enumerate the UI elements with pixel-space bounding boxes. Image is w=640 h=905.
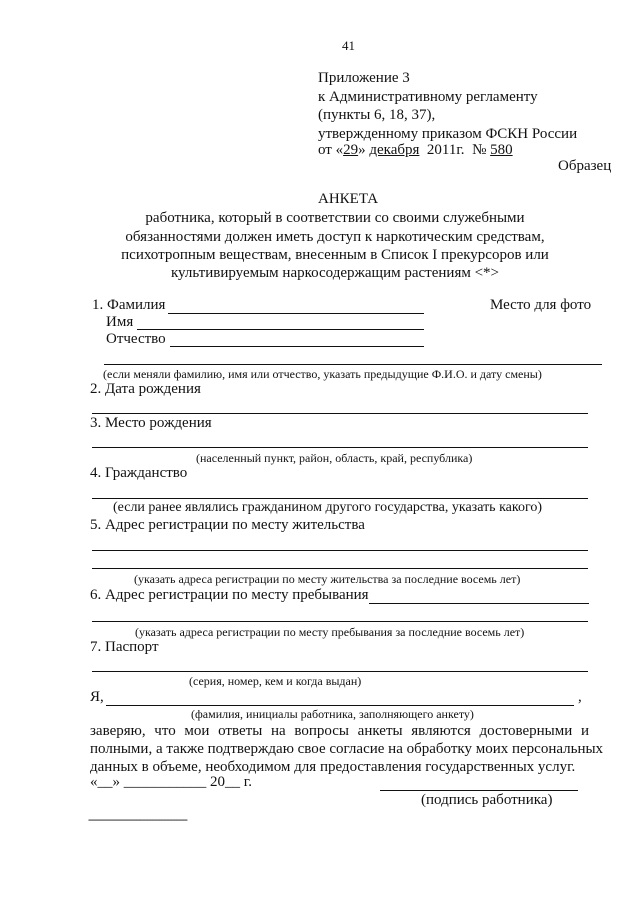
patronymic-field[interactable] (170, 346, 424, 347)
i-comma: , (578, 689, 582, 705)
date-year-blank: __ (225, 774, 240, 790)
birth-place-label: 3. Место рождения (90, 415, 212, 431)
footnote-rule: --------------------------------- (88, 812, 187, 826)
date-year-prefix: 20 (210, 774, 225, 790)
signature-label: (подпись работника) (421, 792, 553, 808)
passport-hint: (серия, номер, кем и когда выдан) (189, 674, 362, 688)
name-change-field[interactable] (104, 364, 602, 365)
declaration-line-3: данных в объеме, необходимом для предоставления государственных услуг. (90, 759, 576, 775)
date-month: декабря (369, 142, 420, 158)
appendix-line-2: к Административному регламенту (318, 89, 538, 105)
declaration-line-2: полными, а также подтверждаю свое согласие на обработку моих персональных (90, 741, 604, 757)
name-change-hint: (если меняли фамилию, имя или отчество, указать предыдущие Ф.И.О. и дату смены) (103, 367, 542, 381)
signature-field[interactable] (380, 790, 578, 791)
date-mid: » (358, 142, 366, 158)
residence-reg-field-2[interactable] (92, 568, 588, 569)
subtitle-line-3: психотропным веществам, внесенным в Список I прекурсоров или (121, 247, 549, 263)
passport-field[interactable] (92, 671, 588, 672)
sample-label: Образец (558, 158, 612, 174)
declaration-line-1: заверяю, что мои ответы на вопросы анкеты являются достоверными и (90, 723, 589, 739)
name-field[interactable] (137, 329, 424, 330)
birth-date-field[interactable] (92, 413, 588, 414)
order-number-label: № (472, 142, 487, 158)
citizenship-label: 4. Гражданство (90, 465, 188, 481)
birth-place-hint: (населенный пункт, район, область, край, республика) (196, 451, 473, 465)
residence-reg-label: 5. Адрес регистрации по месту жительства (90, 517, 365, 533)
page-number: 41 (342, 38, 355, 53)
appendix-date-line (318, 142, 513, 159)
stay-hint: (указать адреса регистрации по месту пребывания за последние восемь лет) (135, 625, 525, 639)
stay-reg-field-1[interactable] (369, 603, 589, 604)
stay-reg-field-2[interactable] (92, 621, 588, 622)
date-day-blank: «__» (90, 774, 120, 790)
passport-label: 7. Паспорт (90, 639, 159, 655)
subtitle-line-4: культивируемым наркосодержащим растениям <*> (170, 265, 500, 281)
appendix-line-1: Приложение 3 (318, 70, 410, 86)
surname-label: 1. Фамилия (92, 297, 166, 313)
name-label: Имя (106, 314, 134, 330)
date-year: 2011г. (426, 142, 465, 158)
signature-date[interactable] (90, 774, 252, 791)
citizenship-field[interactable] (92, 498, 588, 499)
subtitle-line-1: работника, который в соответствии со своими служебными (145, 210, 525, 226)
date-day: 29 (343, 142, 359, 158)
order-number: 580 (490, 142, 513, 158)
photo-placeholder: Место для фото (490, 297, 592, 313)
employee-hint: (фамилия, инициалы работника, заполняющего анкету) (191, 707, 474, 721)
birth-date-label: 2. Дата рождения (90, 381, 201, 397)
date-year-suffix: г. (243, 774, 252, 790)
appendix-line-3: (пункты 6, 18, 37), (318, 107, 436, 123)
patronymic-label: Отчество (106, 331, 166, 347)
i-label: Я, (90, 689, 104, 705)
employee-name-field[interactable] (106, 705, 574, 706)
form-title: АНКЕТА (318, 191, 379, 207)
citizenship-hint: (если ранее являлись гражданином другого государства, указать какого) (113, 500, 543, 515)
date-month-blank: ___________ (123, 774, 207, 790)
appendix-line-4: утвержденному приказом ФСКН России (318, 126, 578, 142)
date-prefix: от « (318, 142, 344, 158)
residence-reg-field-1[interactable] (92, 550, 588, 551)
stay-reg-label: 6. Адрес регистрации по месту пребывания (90, 587, 369, 603)
birth-place-field[interactable] (92, 447, 588, 448)
surname-field[interactable] (168, 313, 424, 314)
residence-hint: (указать адреса регистрации по месту жительства за последние восемь лет) (134, 572, 521, 586)
subtitle-line-2: обязанностями должен иметь доступ к наркотическим средствам, (125, 229, 545, 245)
